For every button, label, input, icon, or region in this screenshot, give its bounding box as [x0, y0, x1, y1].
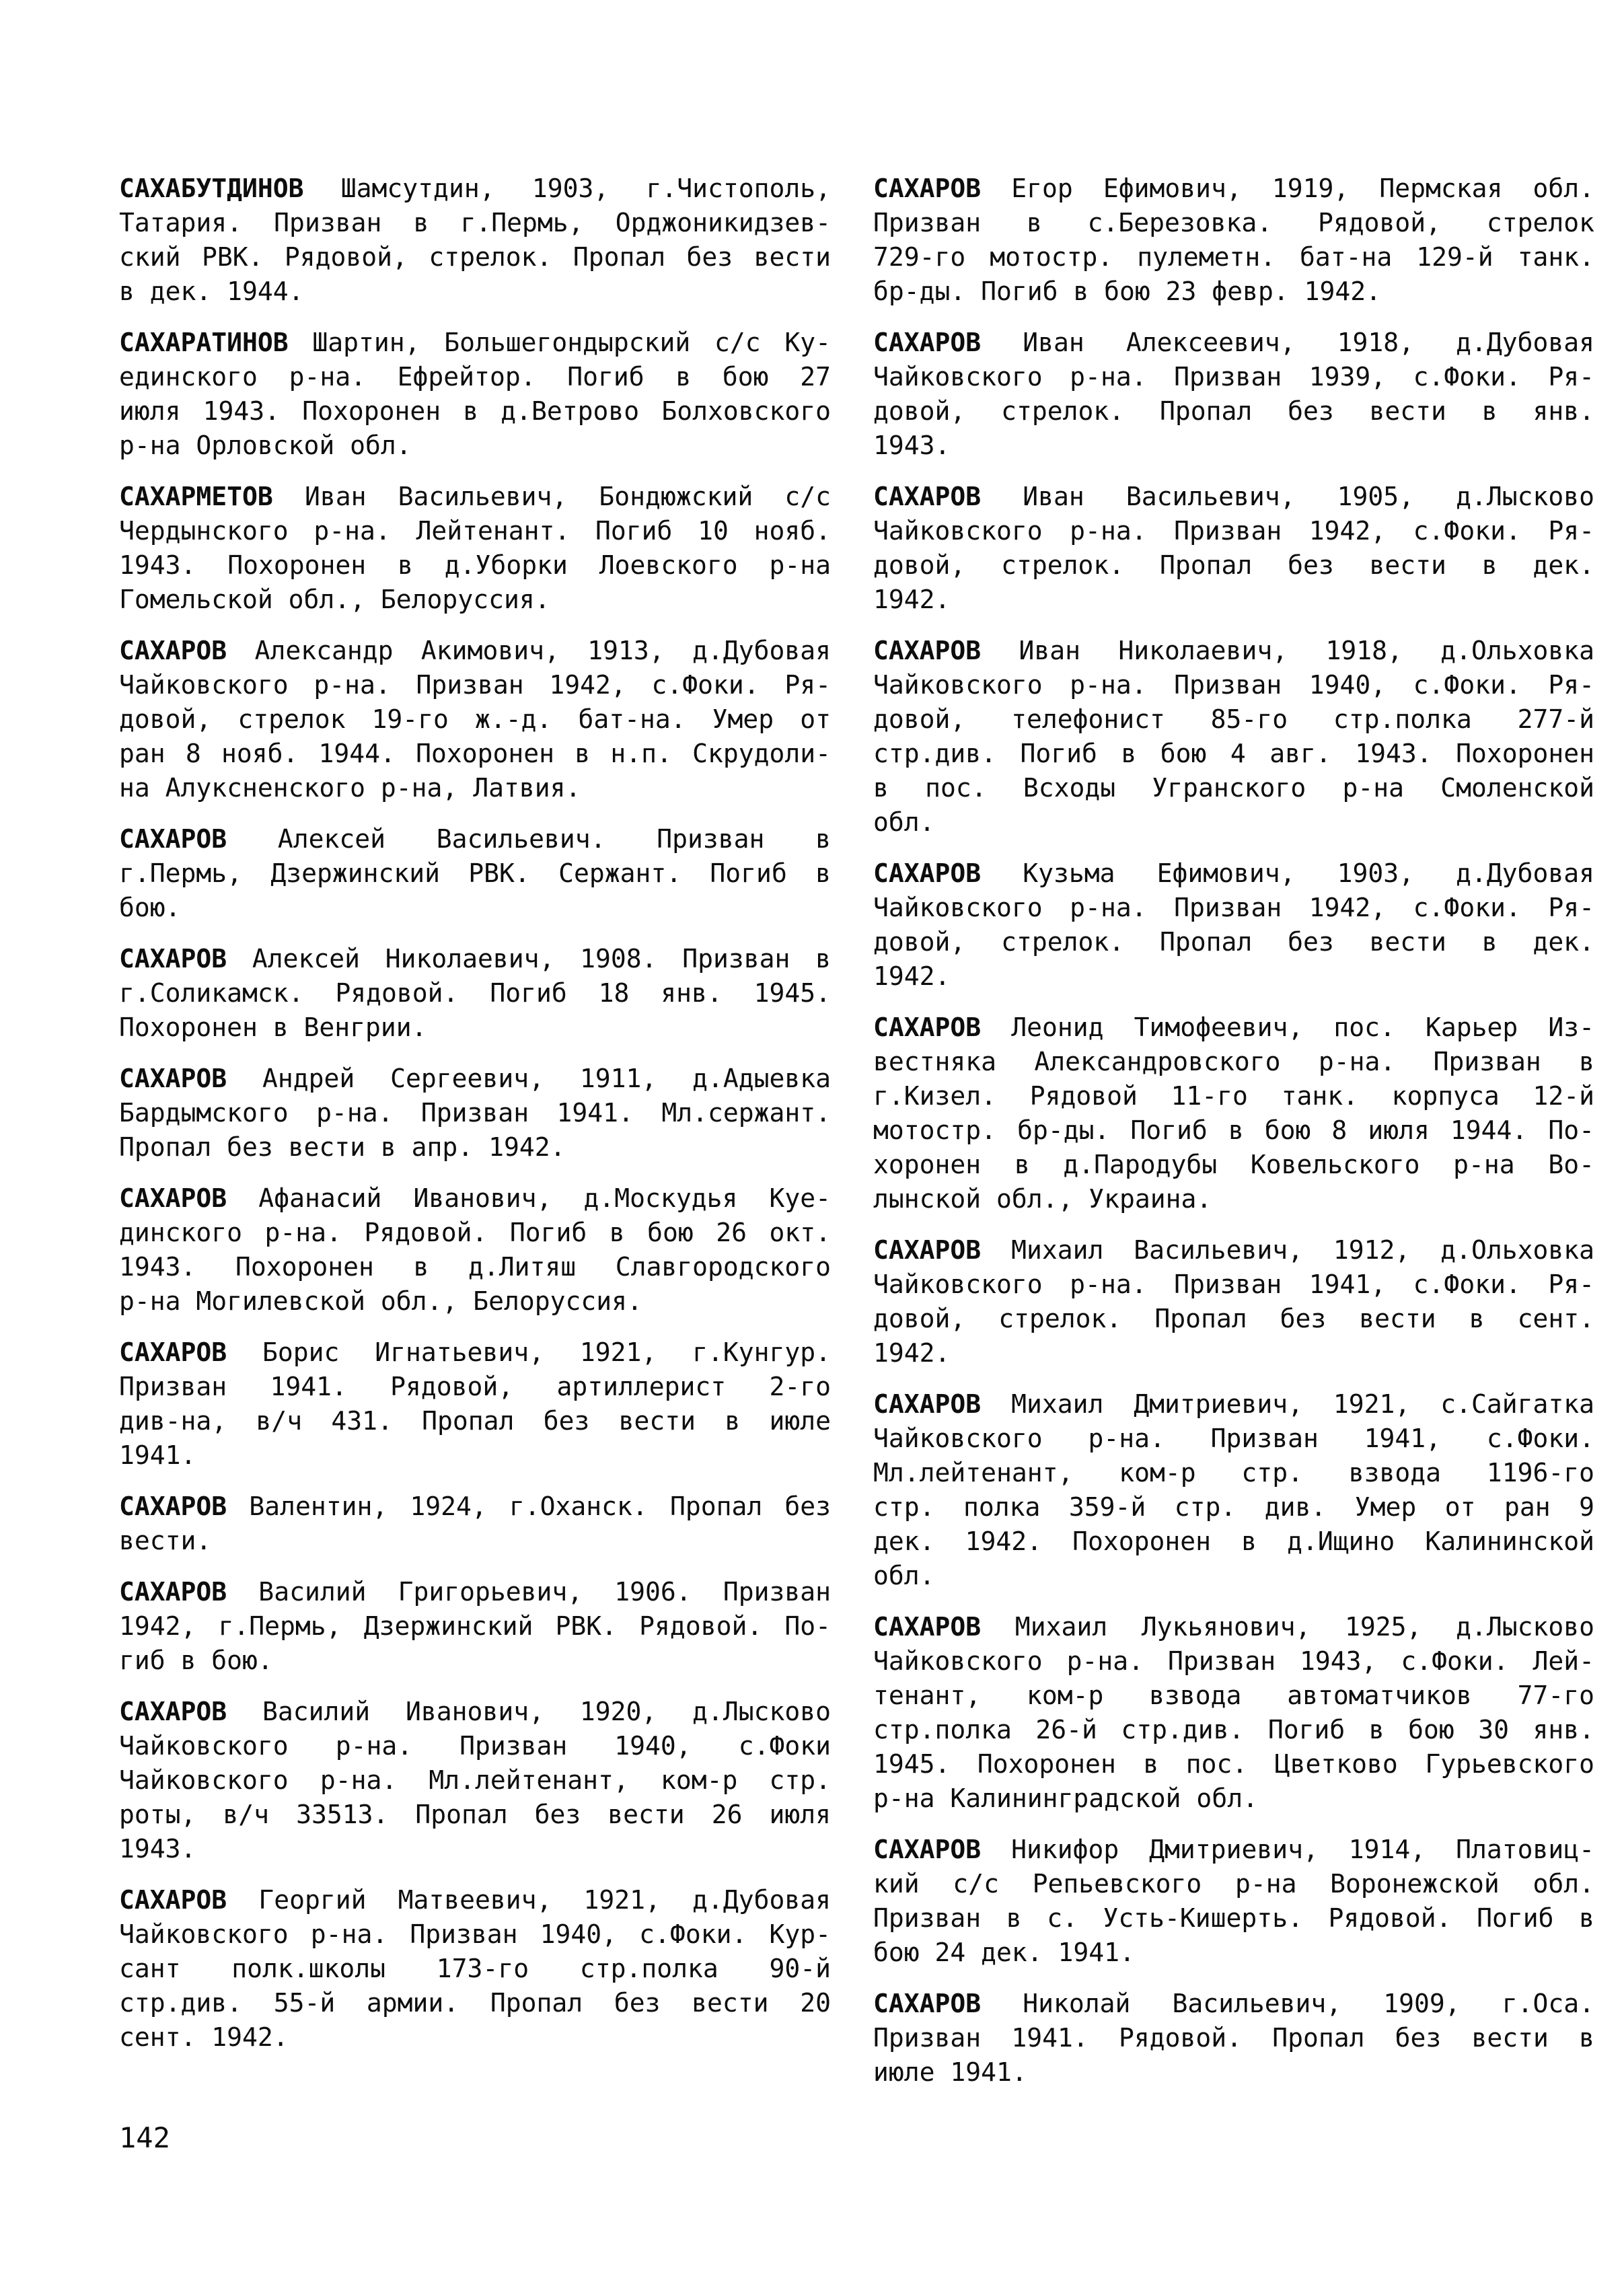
- memorial-entry: [873, 172, 1594, 309]
- entry-line: Призван в с. Усть-Кишерть. Рядовой. Погиб в: [873, 1903, 1594, 1933]
- entry-line: САХАРОВ Василий Иванович, 1920, д.Лысково: [119, 1697, 831, 1726]
- surname: САХАРОВ: [873, 1013, 982, 1042]
- surname: САХАРОВ: [119, 1885, 227, 1915]
- entry-line: 1943. Похоронен в д.Уборки Лоевского р-на: [119, 550, 831, 580]
- memorial-entry: [119, 1883, 831, 2055]
- entry-line: стр. полка 359-й стр. див. Умер от ран 9: [873, 1492, 1594, 1522]
- memorial-entry: [873, 634, 1594, 840]
- surname: САХАРОВ: [873, 1835, 982, 1864]
- entry-line: гиб в бою.: [119, 1646, 273, 1675]
- column-right: [873, 172, 1594, 2106]
- surname: САХАРОВ: [873, 328, 982, 357]
- entry-line: июля 1943. Похоронен в д.Ветрово Болховского: [119, 396, 831, 426]
- entry-line: Чердынского р-на. Лейтенант. Погиб 10 нояб.: [119, 516, 831, 546]
- memorial-entry: [119, 1490, 831, 1558]
- entry-line: сент. 1942.: [119, 2022, 289, 2052]
- entry-line: Чайковского р-на. Призван 1940, с.Фоки: [119, 1731, 831, 1761]
- entry-line: Призван в с.Березовка. Рядовой, стрелок: [873, 208, 1594, 237]
- surname: САХАРОВ: [873, 482, 982, 511]
- surname: САХАРОВ: [873, 1612, 982, 1642]
- entry-line: Чайковского р-на. Призван 1939, с.Фоки. Ря-: [873, 362, 1594, 392]
- entry-line: САХАРОВ Иван Алексеевич, 1918, д.Дубовая: [873, 328, 1594, 357]
- entry-line: САХАРОВ Никифор Дмитриевич, 1914, Платовиц-: [873, 1835, 1594, 1864]
- entry-line: Чайковского р-на. Призван 1941, с.Фоки. Ря-: [873, 1270, 1594, 1299]
- entry-line: г.Кизел. Рядовой 11-го танк. корпуса 12-й: [873, 1081, 1594, 1111]
- entry-line: 1942.: [873, 585, 951, 614]
- entry-line: довой, стрелок. Пропал без вести в сент.: [873, 1304, 1594, 1333]
- entry-line: САХАРОВ Иван Николаевич, 1918, д.Ольховка: [873, 636, 1594, 665]
- entry-line: стр.полка 26-й стр.див. Погиб в бою 30 янв.: [873, 1715, 1594, 1744]
- entry-line: Чайковского р-на. Призван 1940, с.Фоки. Кур-: [119, 1919, 831, 1949]
- entry-line: САХАРОВ Афанасий Иванович, д.Москудья Куе-: [119, 1183, 831, 1213]
- entry-line: САХАБУТДИНОВ Шамсутдин, 1903, г.Чистополь,: [119, 174, 831, 203]
- memorial-entry: [119, 1181, 831, 1319]
- surname: САХАРАТИНОВ: [119, 328, 289, 357]
- entry-line: дек. 1942. Похоронен в д.Ищино Калининской: [873, 1527, 1594, 1556]
- entry-line: динского р-на. Рядовой. Погиб в бою 26 окт.: [119, 1218, 831, 1247]
- entry-line: довой, стрелок. Пропал без вести в дек.: [873, 927, 1594, 957]
- entry-line: 1943. Похоронен в д.Литяш Славгородского: [119, 1252, 831, 1282]
- entry-line: Чайковского р-на. Мл.лейтенант, ком-р стр.: [119, 1765, 831, 1795]
- entry-line: 1943.: [119, 1834, 196, 1864]
- entry-line: ран 8 нояб. 1944. Похоронен в н.п. Скрудоли-: [119, 739, 831, 768]
- surname: САХАРОВ: [873, 858, 982, 888]
- entry-line: июле 1941.: [873, 2057, 1027, 2087]
- entry-line: 1943.: [873, 431, 951, 460]
- entry-line: стр.див. Погиб в бою 4 авг. 1943. Похоронен: [873, 739, 1594, 768]
- entry-line: обл.: [873, 807, 935, 837]
- entry-line: 1942.: [873, 961, 951, 991]
- surname: САХАРОВ: [119, 824, 227, 854]
- entry-line: единского р-на. Ефрейтор. Погиб в бою 27: [119, 362, 831, 392]
- memorial-entry: [873, 1011, 1594, 1216]
- entry-line: Чайковского р-на. Призван 1940, с.Фоки. Ря-: [873, 670, 1594, 700]
- memorial-entry: [119, 1575, 831, 1678]
- entry-line: САХАРОВ Андрей Сергеевич, 1911, д.Адыевка: [119, 1064, 831, 1093]
- entry-line: довой, стрелок. Пропал без вести в дек.: [873, 550, 1594, 580]
- entry-line: в пос. Всходы Угранского р-на Смоленской: [873, 773, 1594, 803]
- memorial-entry: [119, 172, 831, 309]
- entry-line: роты, в/ч 33513. Пропал без вести 26 июля: [119, 1800, 831, 1829]
- memorial-entry: [873, 1387, 1594, 1593]
- entry-line: кий с/с Репьевского р-на Воронежской обл.: [873, 1869, 1594, 1899]
- surname: САХАРОВ: [119, 1697, 227, 1726]
- surname: САХАРОВ: [119, 944, 227, 973]
- memorial-entry: [119, 822, 831, 925]
- entry-line: довой, стрелок. Пропал без вести в янв.: [873, 396, 1594, 426]
- memorial-entry: [873, 856, 1594, 994]
- memorial-entry: [119, 942, 831, 1045]
- entry-line: бр-ды. Погиб в бою 23 февр. 1942.: [873, 277, 1381, 306]
- surname: САХАРОВ: [873, 1989, 982, 2018]
- entry-line: Пропал без вести в апр. 1942.: [119, 1132, 566, 1162]
- entry-line: тенант, ком-р взвода автоматчиков 77-го: [873, 1681, 1594, 1710]
- entry-line: САХАРОВ Николай Васильевич, 1909, г.Оса.: [873, 1989, 1594, 2018]
- entry-line: САХАРОВ Георгий Матвеевич, 1921, д.Дубовая: [119, 1885, 831, 1915]
- entry-line: ский РВК. Рядовой, стрелок. Пропал без вести: [119, 242, 831, 272]
- entry-line: САХАРОВ Леонид Тимофеевич, пос. Карьер Из-: [873, 1013, 1594, 1042]
- entry-line: р-на Могилевской обл., Белоруссия.: [119, 1286, 642, 1316]
- entry-line: САХАРОВ Александр Акимович, 1913, д.Дубовая: [119, 636, 831, 665]
- surname: САХАБУТДИНОВ: [119, 174, 304, 203]
- entry-line: вестняка Александровского р-на. Призван в: [873, 1047, 1594, 1076]
- memorial-entry: [119, 480, 831, 617]
- entry-line: САХАРОВ Борис Игнатьевич, 1921, г.Кунгур.: [119, 1337, 831, 1367]
- entry-line: САХАРОВ Алексей Николаевич, 1908. Призван в: [119, 944, 831, 973]
- entry-line: 1941.: [119, 1440, 196, 1470]
- entry-line: в дек. 1944.: [119, 277, 304, 306]
- entry-line: Призван 1941. Рядовой, артиллерист 2-го: [119, 1372, 831, 1401]
- entry-line: САХАРОВ Михаил Лукьянович, 1925, д.Лысково: [873, 1612, 1594, 1642]
- entry-line: довой, телефонист 85-го стр.полка 277-й: [873, 704, 1594, 734]
- page-number: 142: [119, 2121, 170, 2154]
- entry-line: Бардымского р-на. Призван 1941. Мл.сержант.: [119, 1098, 831, 1128]
- entry-line: 1945. Похоронен в пос. Цветково Гурьевского: [873, 1749, 1594, 1779]
- surname: САХАРОВ: [873, 174, 982, 203]
- surname: САХАРМЕТОВ: [119, 482, 273, 511]
- entry-line: Гомельской обл., Белоруссия.: [119, 585, 550, 614]
- entry-line: САХАРМЕТОВ Иван Васильевич, Бондюжский с/с: [119, 482, 831, 511]
- entry-line: САХАРОВ Михаил Васильевич, 1912, д.Ольховка: [873, 1235, 1594, 1265]
- entry-line: лынской обл., Украина.: [873, 1184, 1212, 1214]
- entry-line: довой, стрелок 19-го ж.-д. бат-на. Умер от: [119, 704, 831, 734]
- entry-line: 1942.: [873, 1338, 951, 1368]
- memorial-entry: [119, 634, 831, 805]
- entry-line: САХАРОВ Иван Васильевич, 1905, д.Лысково: [873, 482, 1594, 511]
- entry-line: бою 24 дек. 1941.: [873, 1938, 1135, 1967]
- entry-line: г.Соликамск. Рядовой. Погиб 18 янв. 1945.: [119, 978, 831, 1008]
- entry-line: 729-го мотостр. пулеметн. бат-на 129-й танк.: [873, 242, 1594, 272]
- entry-line: сант полк.школы 173-го стр.полка 90-й: [119, 1954, 831, 1983]
- surname: САХАРОВ: [119, 1337, 227, 1367]
- surname: САХАРОВ: [119, 1492, 227, 1521]
- entry-line: бою.: [119, 893, 181, 922]
- entry-line: САХАРОВ Василий Григорьевич, 1906. Призван: [119, 1577, 831, 1607]
- entry-line: стр.див. 55-й армии. Пропал без вести 20: [119, 1988, 831, 2018]
- entry-line: р-на Калининградской обл.: [873, 1784, 1258, 1813]
- memorial-entry: [119, 1062, 831, 1165]
- entry-line: хоронен в д.Пародубы Ковельского р-на Во-: [873, 1150, 1594, 1179]
- surname: САХАРОВ: [873, 1389, 982, 1419]
- entry-line: Мл.лейтенант, ком-р стр. взвода 1196-го: [873, 1458, 1594, 1487]
- memorial-entry: [119, 1695, 831, 1866]
- surname: САХАРОВ: [119, 1064, 227, 1093]
- entry-line: САХАРОВ Валентин, 1924, г.Оханск. Пропал без: [119, 1492, 831, 1521]
- entry-line: вести.: [119, 1526, 212, 1555]
- entry-line: САХАРОВ Кузьма Ефимович, 1903, д.Дубовая: [873, 858, 1594, 888]
- entry-line: Татария. Призван в г.Пермь, Орджоникидзев-: [119, 208, 831, 237]
- surname: САХАРОВ: [873, 636, 982, 665]
- entry-line: Чайковского р-на. Призван 1943, с.Фоки. Лей-: [873, 1646, 1594, 1676]
- entry-line: Чайковского р-на. Призван 1942, с.Фоки. Ря-: [119, 670, 831, 700]
- surname: САХАРОВ: [119, 1577, 227, 1607]
- entry-line: САХАРАТИНОВ Шартин, Большегондырский с/с Ку-: [119, 328, 831, 357]
- memorial-entry: [119, 1335, 831, 1473]
- entry-line: САХАРОВ Михаил Дмитриевич, 1921, с.Сайгатка: [873, 1389, 1594, 1419]
- entry-line: мотостр. бр-ды. Погиб в бою 8 июля 1944. По-: [873, 1115, 1594, 1145]
- entry-line: Призван 1941. Рядовой. Пропал без вести в: [873, 2023, 1594, 2053]
- surname: САХАРОВ: [119, 636, 227, 665]
- memorial-entry: [119, 326, 831, 463]
- column-left: [119, 172, 831, 2071]
- entry-line: р-на Орловской обл.: [119, 431, 412, 460]
- entry-line: Чайковского р-на. Призван 1942, с.Фоки. Ря-: [873, 893, 1594, 922]
- memorial-entry: [873, 326, 1594, 463]
- memorial-entry: [873, 1833, 1594, 1970]
- entry-line: див-на, в/ч 431. Пропал без вести в июле: [119, 1406, 831, 1436]
- entry-line: 1942, г.Пермь, Дзержинский РВК. Рядовой. По-: [119, 1611, 831, 1641]
- surname: САХАРОВ: [873, 1235, 982, 1265]
- entry-line: Похоронен в Венгрии.: [119, 1013, 427, 1042]
- entry-line: САХАРОВ Егор Ефимович, 1919, Пермская обл.: [873, 174, 1594, 203]
- memorial-entry: [873, 1233, 1594, 1370]
- memorial-entry: [873, 1987, 1594, 2090]
- entry-line: обл.: [873, 1561, 935, 1590]
- entry-line: г.Пермь, Дзержинский РВК. Сержант. Погиб в: [119, 858, 831, 888]
- entry-line: САХАРОВ Алексей Васильевич. Призван в: [119, 824, 831, 854]
- memorial-entry: [873, 1610, 1594, 1816]
- entry-line: Чайковского р-на. Призван 1941, с.Фоки.: [873, 1424, 1594, 1453]
- entry-line: на Алуксненского р-на, Латвия.: [119, 773, 581, 803]
- memorial-entry: [873, 480, 1594, 617]
- surname: САХАРОВ: [119, 1183, 227, 1213]
- entry-line: Чайковского р-на. Призван 1942, с.Фоки. Ря-: [873, 516, 1594, 546]
